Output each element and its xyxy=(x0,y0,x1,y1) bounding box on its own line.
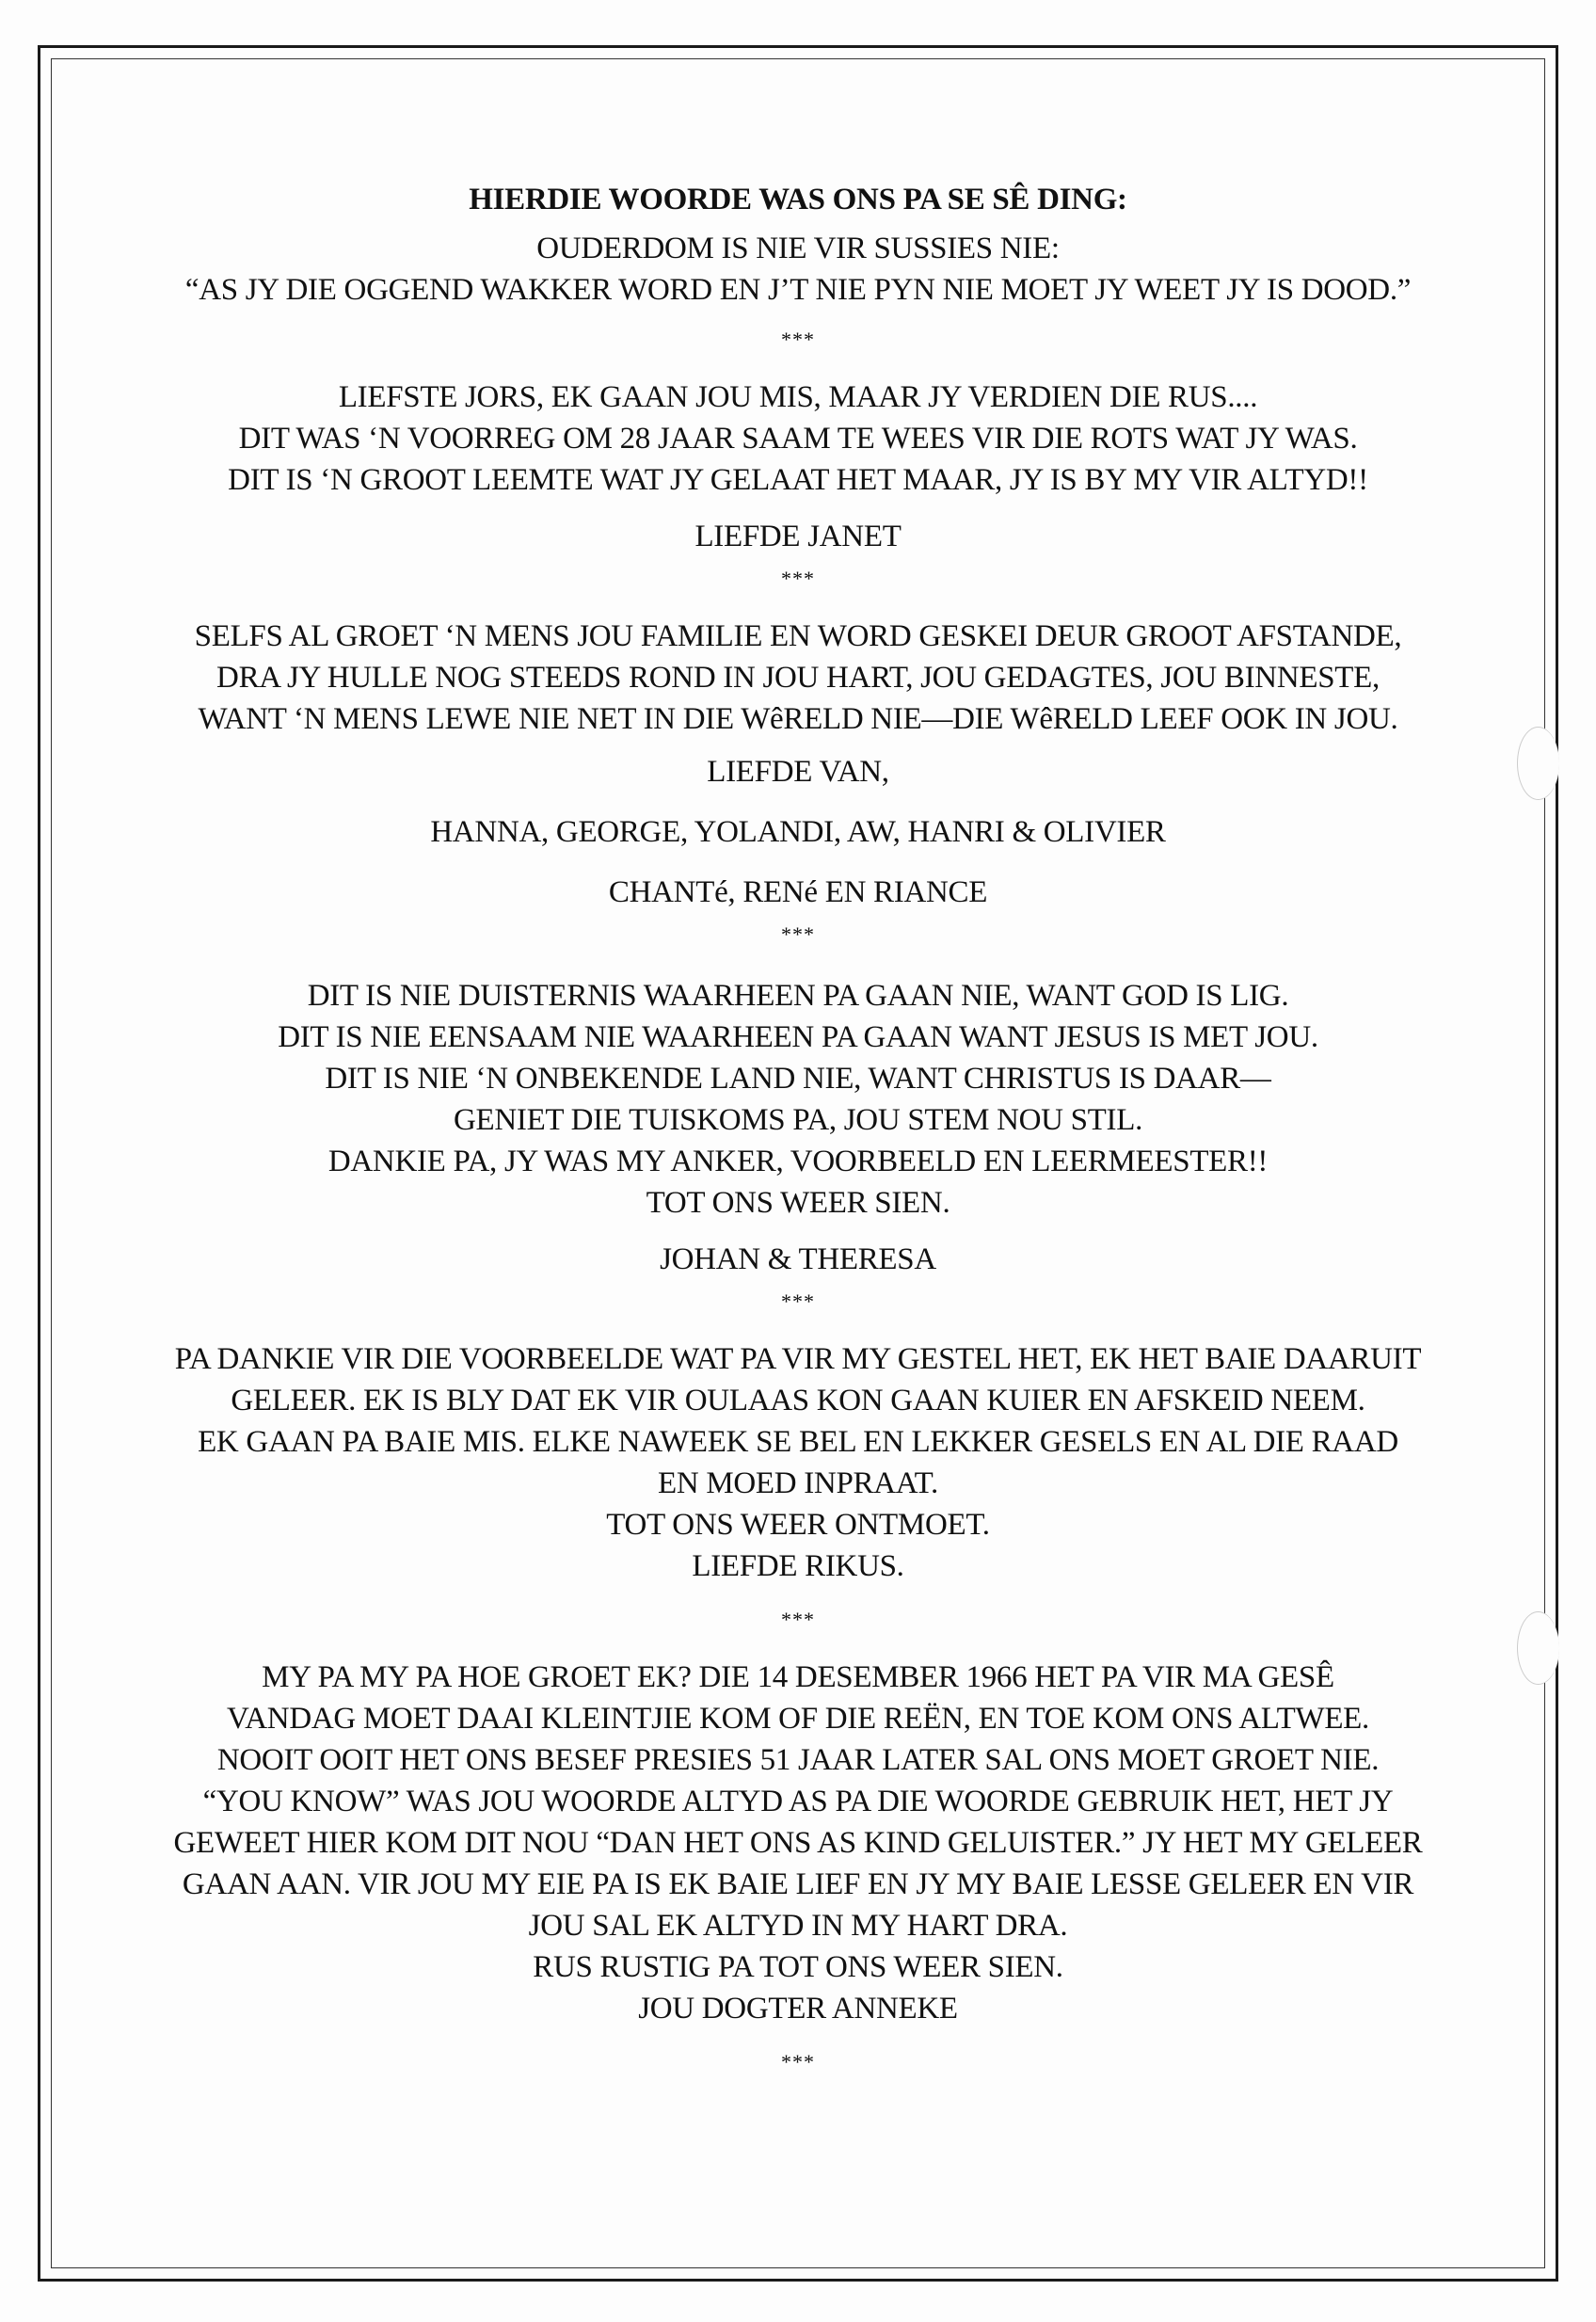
anneke-signature: JOU DOGTER ANNEKE xyxy=(638,1992,958,2026)
family-names: HANNA, GEORGE, YOLANDI, AW, HANRI & OLIVIER xyxy=(430,815,1166,849)
anneke-message-line: NOOIT OOIT HET ONS BESEF PRESIES 51 JAAR LATER SAL ONS MOET GROET NIE. xyxy=(216,1743,1380,1777)
anneke-message-line: VANDAG MOET DAAI KLEINTJIE KOM OF DIE REËN, EN TOE KOM ONS ALTWEE. xyxy=(227,1702,1369,1736)
rikus-message-line: EK GAAN PA BAIE MIS. ELKE NAWEEK SE BEL EN LEKKER GESELS EN AL DIE RAAD xyxy=(198,1425,1398,1459)
section-separator: *** xyxy=(781,328,815,351)
janet-signature: LIEFDE JANET xyxy=(694,520,902,553)
anneke-message-line: RUS RUSTIG PA TOT ONS WEER SIEN. xyxy=(533,1950,1063,1984)
family-message-line: SELFS AL GROET ‘N MENS JOU FAMILIE EN WORD GESKEI DEUR GROOT AFSTANDE, xyxy=(194,619,1402,653)
janet-message-line: LIEFSTE JORS, EK GAAN JOU MIS, MAAR JY VERDIEN DIE RUS.... xyxy=(338,380,1258,414)
quote-line: OUDERDOM IS NIE VIR SUSSIES NIE: xyxy=(536,232,1060,265)
janet-message-line: DIT WAS ‘N VOORREG OM 28 JAAR SAAM TE WEES VIR DIE ROTS WAT JY WAS. xyxy=(238,422,1358,456)
section-separator: *** xyxy=(781,1608,815,1631)
family-from: LIEFDE VAN, xyxy=(707,755,889,789)
anneke-message-line: JOU SAL EK ALTYD IN MY HART DRA. xyxy=(528,1909,1068,1943)
johan-message-line: DIT IS NIE DUISTERNIS WAARHEEN PA GAAN NIE, WANT GOD IS LIG. xyxy=(307,979,1289,1013)
johan-message-line: GENIET DIE TUISKOMS PA, JOU STEM NOU STIL. xyxy=(453,1103,1143,1137)
section-separator: *** xyxy=(781,922,815,946)
family-message-line: DRA JY HULLE NOG STEEDS ROND IN JOU HART, JOU GEDAGTES, JOU BINNESTE, xyxy=(216,661,1380,695)
family-names: CHANTé, RENé EN RIANCE xyxy=(608,875,988,909)
johan-message-line: TOT ONS WEER SIEN. xyxy=(646,1186,950,1220)
anneke-message-line: MY PA MY PA HOE GROET EK? DIE 14 DESEMBER 1966 HET PA VIR MA GESÊ xyxy=(262,1660,1334,1694)
rikus-message-line: EN MOED INPRAAT. xyxy=(657,1466,938,1500)
janet-message-line: DIT IS ‘N GROOT LEEMTE WAT JY GELAAT HET MAAR, JY IS BY MY VIR ALTYD!! xyxy=(228,463,1368,497)
anneke-message-line: “YOU KNOW” WAS JOU WOORDE ALTYD AS PA DIE WOORDE GEBRUIK HET, HET JY xyxy=(202,1785,1394,1818)
rikus-signature: LIEFDE RIKUS. xyxy=(692,1549,904,1583)
rikus-message-line: GELEER. EK IS BLY DAT EK VIR OULAAS KON GAAN KUIER EN AFSKEID NEEM. xyxy=(231,1384,1365,1417)
section-separator: *** xyxy=(781,2050,815,2074)
johan-message-line: DIT IS NIE EENSAAM NIE WAARHEEN PA GAAN WANT JESUS IS MET JOU. xyxy=(278,1020,1318,1054)
anneke-message-line: GAAN AAN. VIR JOU MY EIE PA IS EK BAIE LIEF EN JY MY BAIE LESSE GELEER EN VIR xyxy=(182,1867,1414,1901)
anneke-message-line: GEWEET HIER KOM DIT NOU “DAN HET ONS AS KIND GELUISTER.” JY HET MY GELEER xyxy=(173,1826,1423,1860)
section-separator: *** xyxy=(781,567,815,590)
section-separator: *** xyxy=(781,1289,815,1313)
memorial-text xyxy=(51,58,1545,2268)
johan-signature: JOHAN & THERESA xyxy=(660,1242,936,1276)
rikus-message-line: PA DANKIE VIR DIE VOORBEELDE WAT PA VIR MY GESTEL HET, EK HET BAIE DAARUIT xyxy=(174,1342,1422,1376)
family-message-line: WANT ‘N MENS LEWE NIE NET IN DIE WêRELD NIE—DIE WêRELD LEEF OOK IN JOU. xyxy=(198,702,1398,736)
rikus-message-line: TOT ONS WEER ONTMOET. xyxy=(606,1508,990,1542)
johan-message-line: DIT IS NIE ‘N ONBEKENDE LAND NIE, WANT CHRISTUS IS DAAR— xyxy=(325,1062,1271,1096)
page-heading: HIERDIE WOORDE WAS ONS PA SE SÊ DING: xyxy=(469,183,1127,216)
quote-line: “AS JY DIE OGGEND WAKKER WORD EN J’T NIE PYN NIE MOET JY WEET JY IS DOOD.” xyxy=(184,273,1412,307)
johan-message-line: DANKIE PA, JY WAS MY ANKER, VOORBEELD EN LEERMEESTER!! xyxy=(327,1145,1269,1178)
